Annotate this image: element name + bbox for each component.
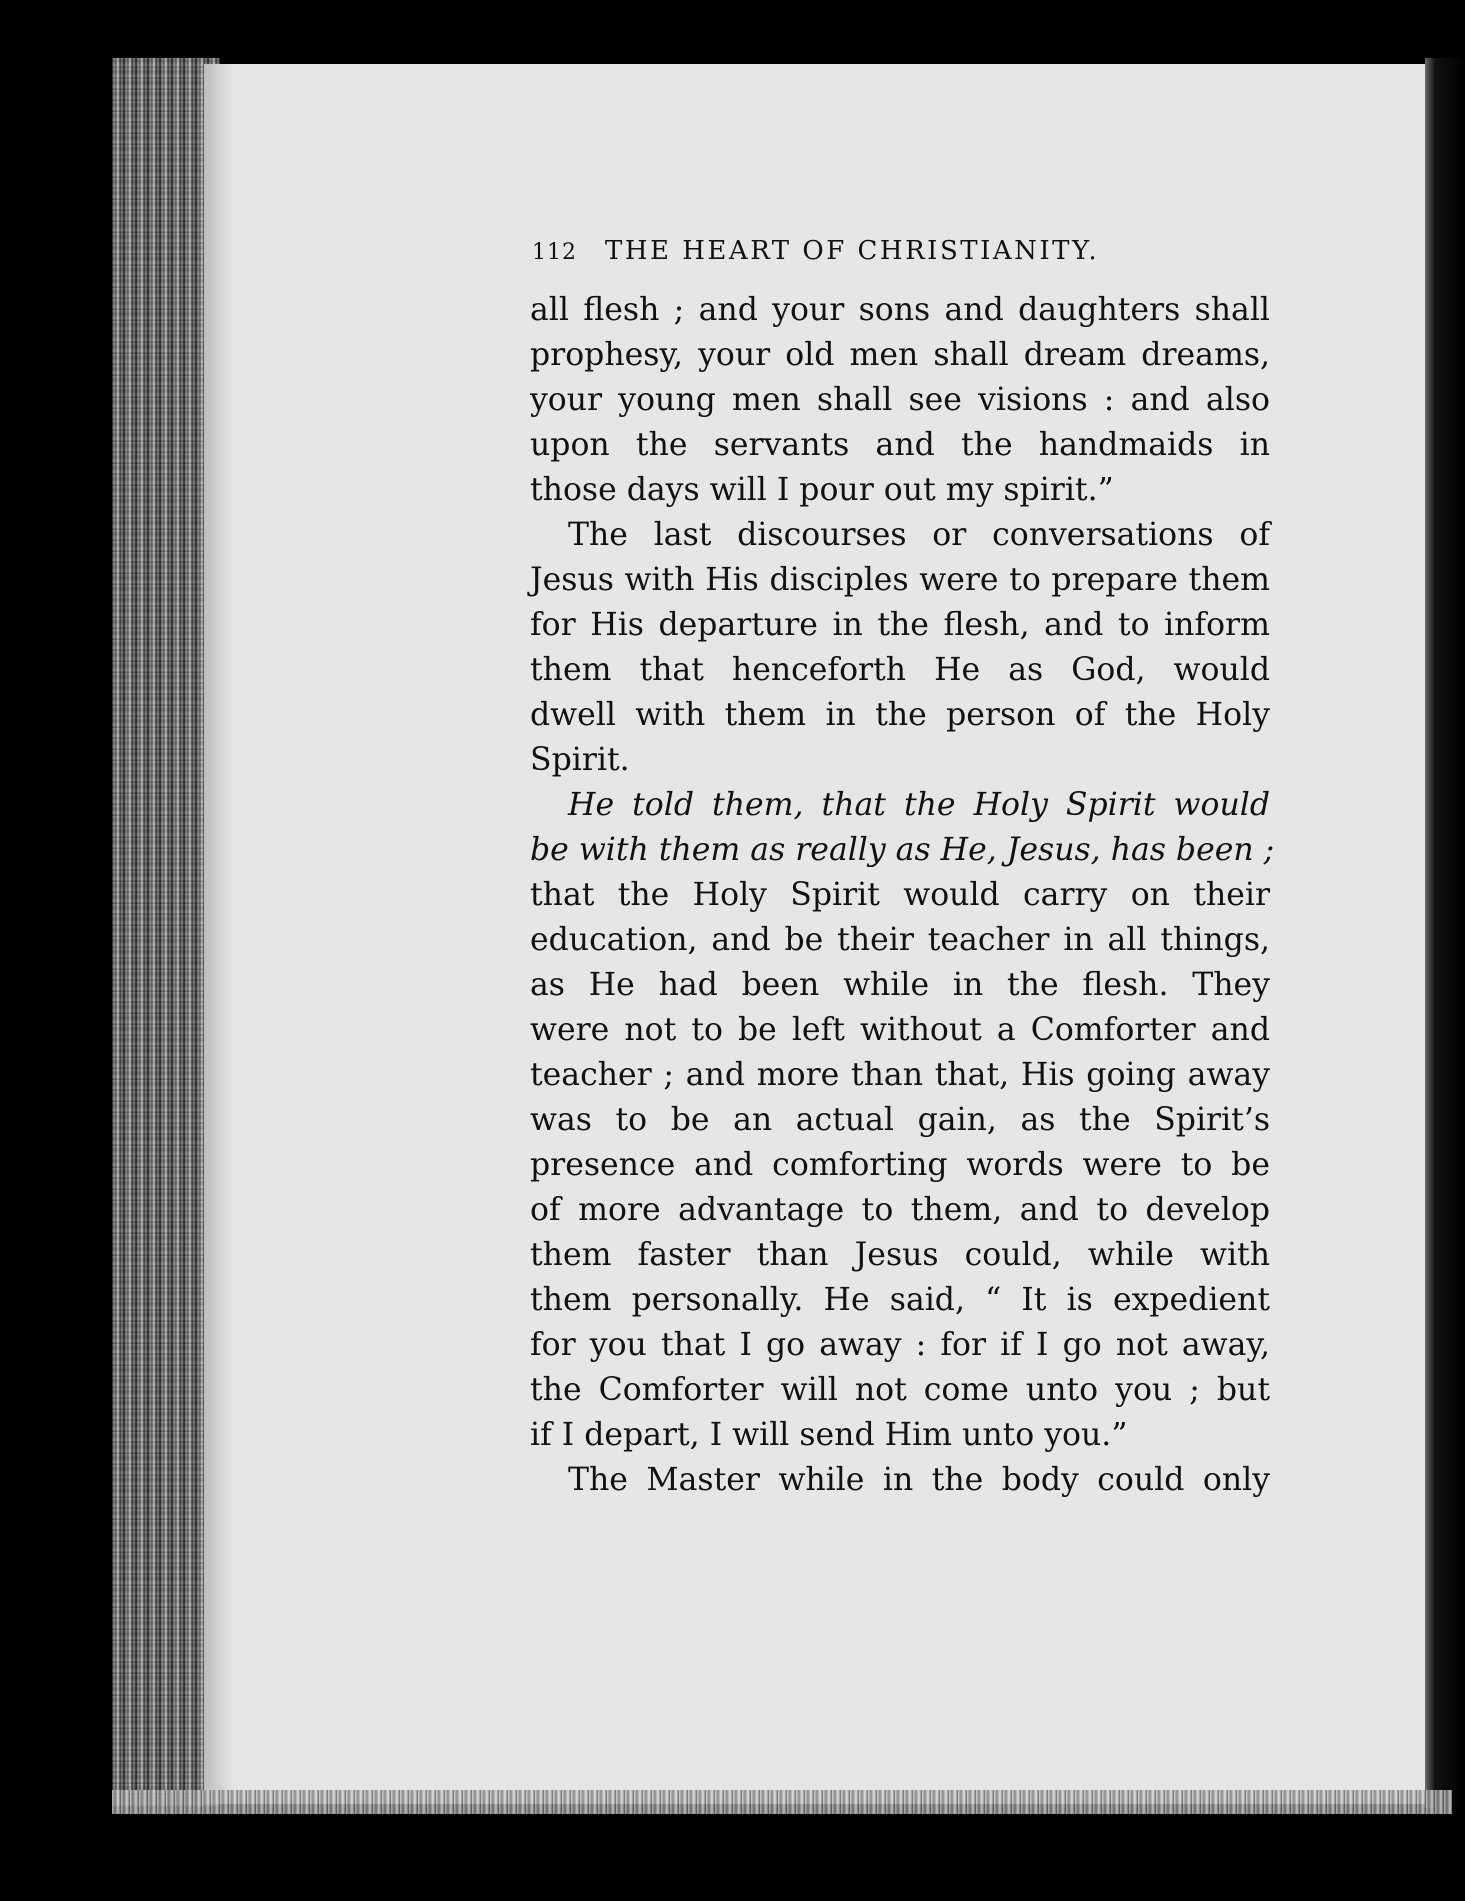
page-bottom-edge [112, 1790, 1452, 1814]
running-title: THE HEART OF CHRISTIANITY. [605, 236, 1100, 266]
text-line: for His departure in the flesh, and to inform [530, 607, 1270, 643]
text-line: all flesh ; and your sons and daughters shall [530, 292, 1270, 328]
text-line: those days will I pour out my spirit.” [530, 472, 1114, 508]
running-head [532, 236, 1270, 266]
text-line: prophesy, your old men shall dream dreams, [530, 337, 1270, 373]
text-line: your young men shall see visions : and also [530, 382, 1270, 418]
page-number: 112 [532, 240, 577, 265]
text-line: them faster than Jesus could, while with [530, 1237, 1270, 1273]
italic-paragraph-start-line: He told them, that the Holy Spirit would [568, 787, 1270, 823]
text-line: as He had been while in the flesh. They [530, 967, 1270, 1003]
binding-edge [1425, 58, 1465, 1808]
text-line: that the Holy Spirit would carry on their [530, 877, 1270, 913]
text-line: if I depart, I will send Him unto you.” [530, 1417, 1128, 1453]
text-line: the Comforter will not come unto you ; but [530, 1372, 1270, 1408]
page-text-block [530, 236, 1275, 1503]
italic-text-line: be with them as really as He, Jesus, has been ; [530, 832, 1275, 868]
paragraph-start-line: The Master while in the body could only [568, 1462, 1270, 1498]
text-line: Jesus with His disciples were to prepare them [530, 562, 1270, 598]
text-line: for you that I go away : for if I go not away, [530, 1327, 1270, 1363]
text-line: dwell with them in the person of the Holy [530, 697, 1270, 733]
text-line: them personally. He said, “ It is expedient [530, 1282, 1270, 1318]
text-line: them that henceforth He as God, would [530, 652, 1270, 688]
text-line: was to be an actual gain, as the Spirit’s [530, 1102, 1270, 1138]
paragraph-start-line: The last discourses or conversations of [568, 517, 1270, 553]
text-line: presence and comforting words were to be [530, 1147, 1270, 1183]
text-line: Spirit. [530, 742, 630, 778]
text-line: upon the servants and the handmaids in [530, 427, 1270, 463]
text-line: teacher ; and more than that, His going away [530, 1057, 1270, 1093]
text-line: education, and be their teacher in all things, [530, 922, 1270, 958]
text-line: of more advantage to them, and to develop [530, 1192, 1270, 1228]
text-line: were not to be left without a Comforter and [530, 1012, 1270, 1048]
